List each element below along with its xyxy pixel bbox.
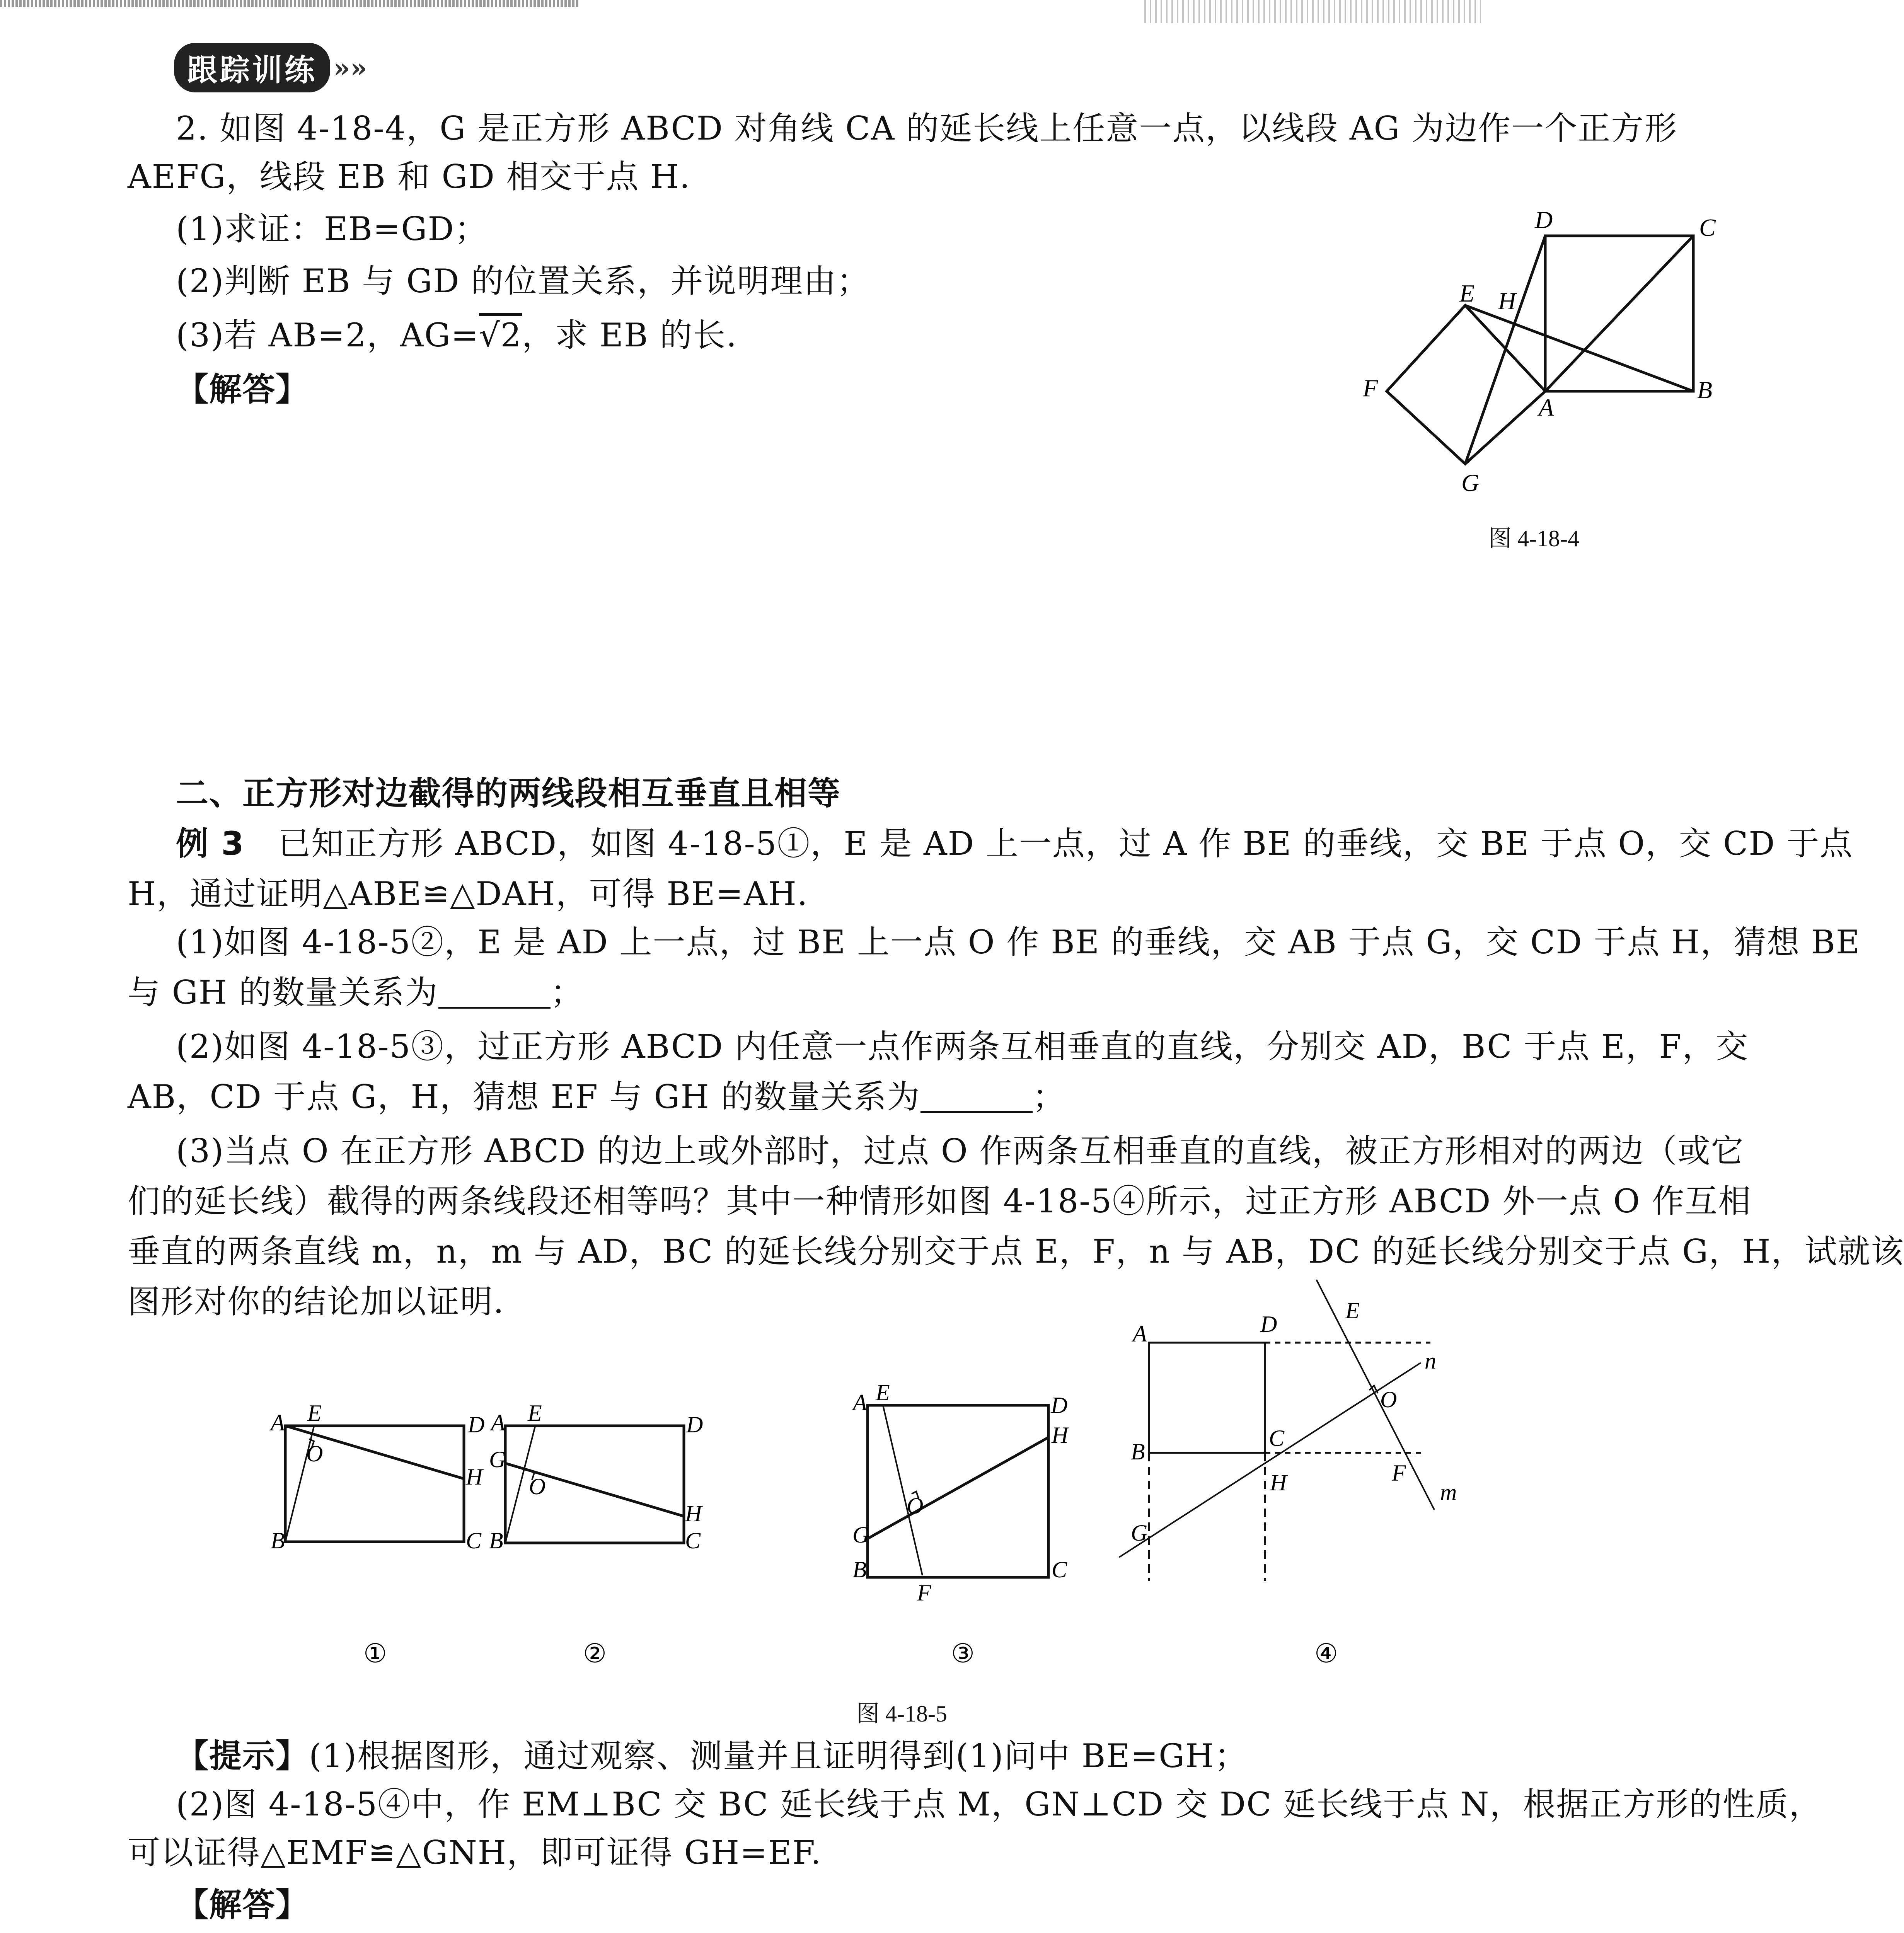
p4-label-O: O: [1380, 1387, 1397, 1412]
p3-label-E: E: [876, 1380, 890, 1405]
line-n: [1119, 1363, 1421, 1557]
p1-label-B: B: [271, 1528, 285, 1553]
ex-part2-line2: [128, 1078, 1066, 1116]
panel-3: [868, 1405, 1048, 1577]
ex-part2-text: AB，CD 于点 G，H，猜想 EF 与 GH 的数量关系为: [128, 1078, 920, 1116]
example-label: 例 3: [176, 825, 245, 863]
p3-label-A: A: [853, 1390, 867, 1415]
label-F: F: [1363, 374, 1378, 402]
p1-label-D: D: [468, 1412, 485, 1437]
p4-label-n: n: [1425, 1348, 1436, 1374]
answer-blank-2[interactable]: [920, 1084, 1033, 1113]
ex-part1-text: 与 GH 的数量关系为: [128, 973, 438, 1011]
example3-text1: 已知正方形 ABCD，如图 4-18-5①，E 是 AD 上一点，过 A 作 BE 的垂线，交 BE 于点 O，交 CD 于点: [278, 825, 1853, 863]
ex-part2-line1: (2)如图 4-18-5③，过正方形 ABCD 内任意一点作两条互相垂直的直线，分别交 AD，BC 于点 E，F，交: [176, 1028, 1749, 1065]
section2-answer-label: 【解答】: [176, 1886, 309, 1924]
p2-label-E: E: [528, 1400, 542, 1426]
p4-label-H: H: [1270, 1470, 1287, 1495]
line-m: [1316, 1280, 1434, 1510]
example3-line1: [176, 825, 1853, 863]
p1-label-A: A: [271, 1410, 285, 1435]
hint-label: 【提示】: [176, 1737, 309, 1775]
p2-label-G: G: [489, 1447, 506, 1472]
hint-text1: (1)根据图形，通过观察、测量并且证明得到(1)问中 BE=GH；: [309, 1737, 1248, 1775]
p3-label-F: F: [917, 1580, 931, 1606]
p1-label-H: H: [466, 1464, 483, 1490]
p4-label-F: F: [1392, 1460, 1406, 1486]
problem2-line1: 2. 如图 4-18-4，G 是正方形 ABCD 对角线 CA 的延长线上任意一点，以线段 AG 为边作一个正方形: [176, 109, 1678, 147]
segment-gd: [1465, 236, 1545, 464]
section-badge-label: 跟踪训练: [174, 43, 330, 92]
p2-label-C: C: [685, 1528, 701, 1553]
figure-4-18-4-caption: 图 4-18-4: [1488, 526, 1579, 551]
panel-label-2: ②: [583, 1638, 607, 1669]
p2-label-H: H: [685, 1501, 702, 1526]
p1-label-E: E: [307, 1400, 322, 1426]
p2-label-D: D: [686, 1412, 703, 1437]
label-E: E: [1459, 280, 1475, 307]
ex-part1-line2: [128, 973, 584, 1011]
problem2-answer-label: 【解答】: [176, 370, 309, 408]
label-H: H: [1498, 287, 1516, 315]
figure-4-18-5-caption: 图 4-18-5: [856, 1701, 947, 1727]
p3-label-C: C: [1052, 1557, 1067, 1582]
ex-part1-line1: (1)如图 4-18-5②，E 是 AD 上一点，过 BE 上一点 O 作 BE 的垂线，交 AB 于点 G，交 CD 于点 H，猜想 BE: [176, 923, 1861, 961]
problem2-q2: (2)判断 EB 与 GD 的位置关系，并说明理由；: [176, 262, 870, 300]
ex-part3-line3: 垂直的两条直线 m，n，m 与 AD，BC 的延长线分别交于点 E，F，n 与 AB，DC 的延长线分别交于点 G，H，试就该: [128, 1232, 1904, 1270]
label-D: D: [1535, 206, 1553, 234]
p3-label-H: H: [1052, 1422, 1069, 1448]
panel-label-3: ③: [951, 1638, 975, 1669]
segment-eb: [1465, 305, 1693, 391]
ex-part1-end: ；: [550, 973, 584, 1011]
p1-label-C: C: [466, 1528, 482, 1553]
p4-label-A: A: [1133, 1321, 1147, 1347]
p2-label-A: A: [491, 1410, 505, 1435]
ex-part2-end: ；: [1032, 1078, 1066, 1116]
panel-label-4: ④: [1314, 1638, 1338, 1669]
label-B: B: [1697, 376, 1713, 404]
sqrt2: √2: [479, 316, 522, 354]
label-A: A: [1539, 394, 1554, 421]
p3-label-B: B: [852, 1557, 867, 1582]
p4-label-m: m: [1440, 1480, 1457, 1505]
ex-part3-line1: (3)当点 O 在正方形 ABCD 的边上或外部时，过点 O 作两条互相垂直的直线，被正方形相对的两边（或它: [176, 1132, 1744, 1170]
p2-label-B: B: [489, 1528, 503, 1553]
problem2-q3-prefix: (3)若 AB=2，AG=: [176, 316, 479, 354]
problem2-q3-suffix: ，求 EB 的长.: [522, 316, 738, 354]
hint-line3: 可以证得△EMF≌△GNH，即可证得 GH=EF.: [128, 1834, 822, 1872]
p4-label-E: E: [1345, 1298, 1360, 1323]
section2-title: 二、正方形对边截得的两线段相互垂直且相等: [176, 774, 841, 812]
hint-line2: (2)图 4-18-5④中，作 EM⊥BC 交 BC 延长线于点 M，GN⊥CD 交 DC 延长线于点 N，根据正方形的性质，: [176, 1785, 1822, 1823]
ex-part3-line2: 们的延长线）截得的两条线段还相等吗？其中一种情形如图 4-18-5④所示，过正方形 ABCD 外一点 O 作互相: [128, 1182, 1752, 1220]
p4-label-B: B: [1131, 1439, 1145, 1464]
p3-label-O: O: [907, 1493, 924, 1519]
square-aefg: [1387, 305, 1545, 464]
problem2-q1: (1)求证：EB=GD；: [176, 210, 488, 248]
figure-4-18-5: [271, 1298, 1566, 1720]
diagonal-ca: [1545, 236, 1693, 391]
double-chevron-right-icon: »»: [333, 51, 367, 84]
section-badge: [174, 46, 367, 89]
p1-label-O: O: [306, 1441, 323, 1466]
p3-label-G: G: [852, 1522, 869, 1548]
hint-line1: [176, 1737, 1248, 1775]
panel-label-1: ①: [363, 1638, 387, 1669]
label-G: G: [1461, 469, 1480, 496]
header-decoration-strip: [0, 0, 580, 7]
answer-blank-1[interactable]: [438, 980, 551, 1009]
p4-label-D: D: [1260, 1311, 1277, 1337]
p4-label-C: C: [1269, 1425, 1285, 1451]
p3-label-D: D: [1051, 1393, 1068, 1418]
problem2-q3: [176, 316, 738, 354]
p2-label-O: O: [529, 1474, 546, 1499]
header-decoration-pattern: [1144, 0, 1481, 23]
problem2-line2: AEFG，线段 EB 和 GD 相交于点 H.: [128, 158, 691, 196]
label-C: C: [1699, 214, 1716, 241]
example3-line2: H，通过证明△ABE≌△DAH，可得 BE=AH.: [128, 875, 808, 913]
p4-label-G: G: [1131, 1520, 1148, 1546]
ex-part3-line4: 图形对你的结论加以证明.: [128, 1283, 505, 1321]
